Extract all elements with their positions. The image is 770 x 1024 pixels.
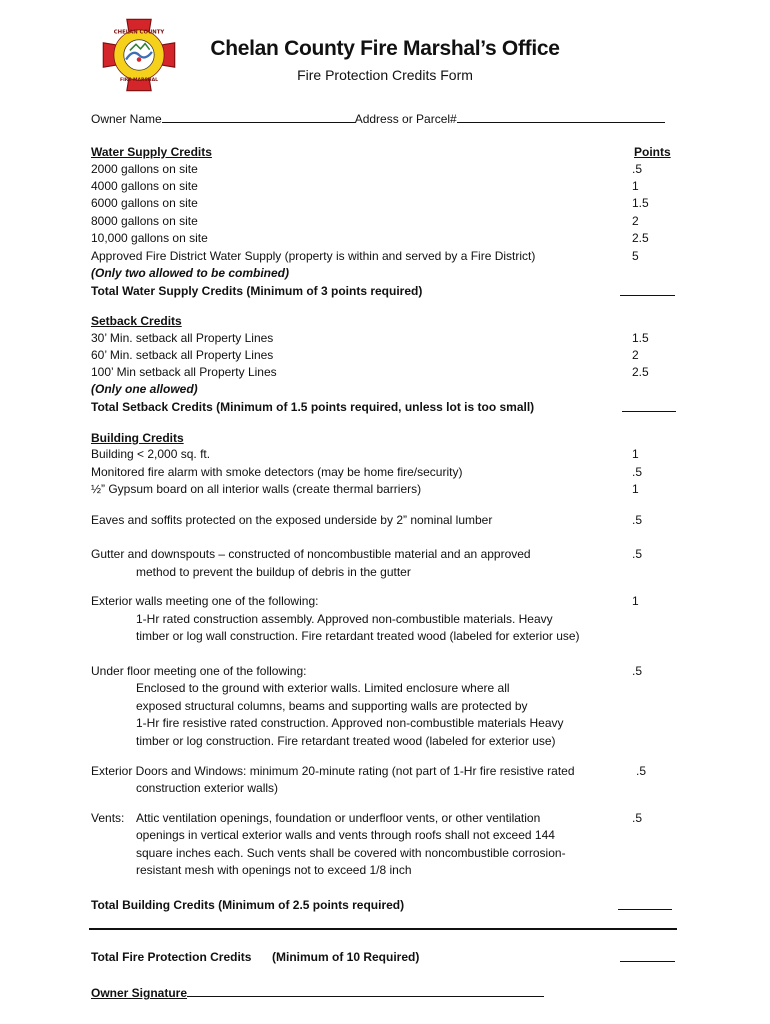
water-item-label: 2000 gallons on site — [91, 162, 198, 176]
setback-note: (Only one allowed) — [91, 382, 198, 396]
eaves-label: Eaves and soffits protected on the exposed underside by 2” nominal lumber — [91, 513, 493, 527]
setback-item-label: 60’ Min. setback all Property Lines — [91, 348, 274, 362]
exterior-walls-points: 1 — [632, 594, 639, 608]
under-floor-detail: exposed structural columns, beams and supporting walls are protected by — [136, 699, 528, 713]
svg-text:FIRE MARSHAL: FIRE MARSHAL — [119, 77, 159, 83]
under-floor-detail: timber or log construction. Fire retardant treated wood (labeled for exterior use) — [136, 734, 556, 748]
water-item-label: 8000 gallons on site — [91, 214, 198, 228]
setback-item-points: 2.5 — [632, 365, 649, 379]
water-item-points: 1.5 — [632, 196, 649, 210]
vents-detail: resistant mesh with openings not to exceed 1/8 inch — [136, 863, 412, 877]
under-floor-detail: Enclosed to the ground with exterior walls. Limited enclosure where all — [136, 681, 510, 695]
exterior-walls-label: Exterior walls meeting one of the following: — [91, 594, 319, 608]
water-item-label: Approved Fire District Water Supply (property is within and served by a Fire District) — [91, 249, 536, 263]
signature-row — [91, 984, 544, 1002]
building-item-points: 1 — [632, 482, 639, 496]
building-total-label: Total Building Credits — [91, 898, 215, 912]
building-item-label: Monitored fire alarm with smoke detectors (may be home fire/security) — [91, 465, 463, 479]
vents-points: .5 — [632, 811, 643, 825]
points-heading: Points — [634, 145, 671, 159]
vents-detail: Attic ventilation openings, foundation or underfloor vents, or other ventilation — [136, 811, 541, 825]
address-field[interactable] — [457, 110, 665, 123]
building-item-label: ½” Gypsum board on all interior walls (create thermal barriers) — [91, 482, 422, 496]
water-supply-heading: Water Supply Credits — [91, 145, 212, 159]
setback-item-label: 100’ Min setback all Property Lines — [91, 365, 277, 379]
owner-name-field[interactable] — [162, 110, 355, 123]
vents-detail: square inches each. Such vents shall be covered with noncombustible corrosion- — [136, 846, 566, 860]
water-item-points: 5 — [632, 249, 639, 263]
setback-total-field[interactable] — [622, 399, 676, 412]
water-item-points: 2.5 — [632, 231, 649, 245]
setback-heading: Setback Credits — [91, 314, 182, 328]
under-floor-points: .5 — [632, 664, 643, 678]
building-item-points: .5 — [632, 465, 643, 479]
eaves-points: .5 — [632, 513, 643, 527]
owner-name-label: Owner Name — [91, 112, 162, 126]
doors-windows-label: Exterior Doors and Windows: minimum 20-minute rating (not part of 1-Hr fire resistive rated — [91, 764, 575, 778]
vents-detail: openings in vertical exterior walls and vents through roofs shall not exceed 144 — [136, 828, 555, 842]
exterior-walls-detail: timber or log wall construction. Fire retardant treated wood (labeled for exterior use) — [136, 629, 580, 643]
address-label: Address or Parcel# — [354, 112, 457, 126]
divider-rule — [89, 928, 677, 930]
water-total-label: Total Water Supply Credits (Minimum of 3 points required) — [91, 284, 423, 298]
exterior-walls-detail: 1-Hr rated construction assembly. Approved non-combustible materials. Heavy — [136, 612, 553, 626]
gutter-points: .5 — [632, 547, 643, 561]
building-total-row — [91, 897, 404, 914]
total-credits-min: (Minimum of 10 Required) — [272, 950, 420, 964]
water-item-points: .5 — [632, 162, 643, 176]
building-item-label: Building < 2,000 sq. ft. — [91, 447, 211, 461]
svg-text:CHELAN COUNTY: CHELAN COUNTY — [113, 29, 165, 36]
doors-windows-detail: construction exterior walls) — [136, 781, 279, 795]
setback-total-label: Total Setback Credits (Minimum of 1.5 points required, unless lot is too small) — [91, 400, 535, 414]
water-item-label: 10,000 gallons on site — [91, 231, 208, 245]
building-heading: Building Credits — [91, 431, 184, 445]
owner-name-row — [91, 110, 665, 128]
water-item-points: 2 — [632, 214, 639, 228]
setback-item-label: 30’ Min. setback all Property Lines — [91, 331, 274, 345]
setback-item-points: 1.5 — [632, 331, 649, 345]
form-subtitle: Fire Protection Credits Form — [297, 67, 473, 83]
page-title: Chelan County Fire Marshal’s Office — [210, 37, 560, 60]
total-credits-field[interactable] — [620, 949, 675, 962]
water-total-field[interactable] — [620, 283, 675, 296]
water-item-label: 4000 gallons on site — [91, 179, 198, 193]
total-credits-label: Total Fire Protection Credits — [91, 950, 252, 964]
owner-signature-label: Owner Signature — [91, 986, 188, 1000]
under-floor-detail: 1-Hr fire resistive rated construction. Approved non-combustible materials Heavy — [136, 716, 564, 730]
vents-prefix: Vents: — [91, 811, 125, 825]
gutter-label-cont: method to prevent the buildup of debris in the gutter — [136, 565, 411, 579]
building-total-field[interactable] — [618, 897, 672, 910]
setback-item-points: 2 — [632, 348, 639, 362]
building-item-points: 1 — [632, 447, 639, 461]
water-item-points: 1 — [632, 179, 639, 193]
doors-windows-points: .5 — [636, 764, 647, 778]
owner-signature-field[interactable] — [187, 984, 544, 997]
gutter-label: Gutter and downspouts – constructed of noncombustible material and an approved — [91, 547, 531, 561]
under-floor-label: Under floor meeting one of the following: — [91, 664, 307, 678]
water-note: (Only two allowed to be combined) — [91, 266, 290, 280]
building-total-min: (Minimum of 2.5 points required) — [218, 898, 405, 912]
water-item-label: 6000 gallons on site — [91, 196, 198, 210]
